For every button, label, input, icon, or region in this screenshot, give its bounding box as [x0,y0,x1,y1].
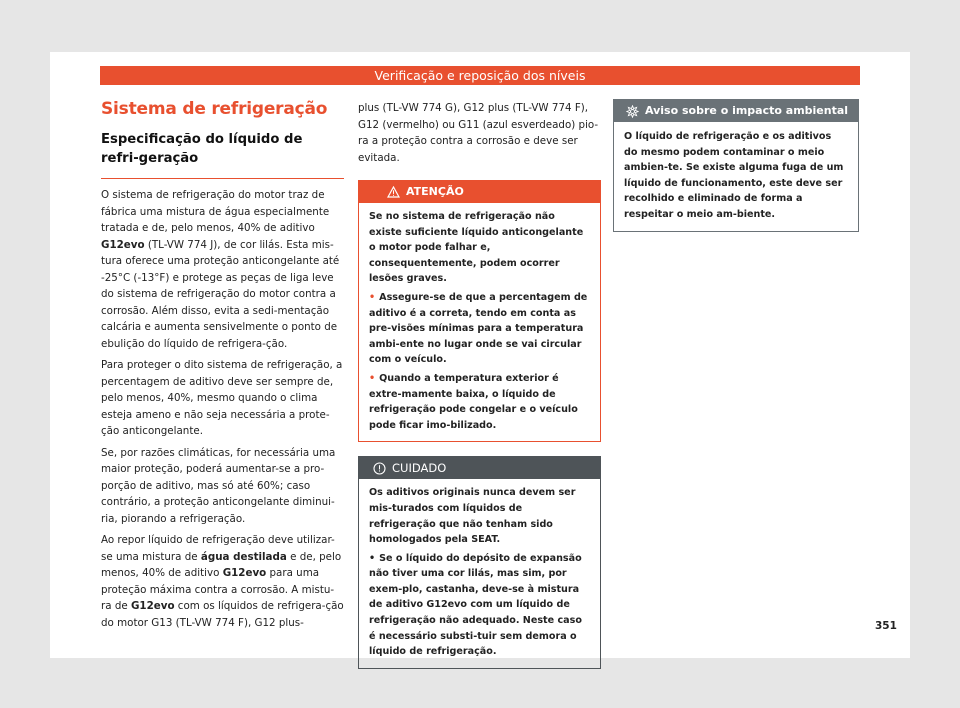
warning-bullet: • Assegure-se de que a percentagem de aditivo é a correta, tendo em conta as pre-visões mínimas para a temperatura ambi-ente no lugar onde se vai circular com o veículo. [369,290,590,368]
warning-bullet: • Quando a temperatura exterior é extre-mamente baixa, o líquido de refrigeração pode congelar e o veículo pode ficar imo-bilizado. [369,371,590,433]
sub-title: Especificação do líquido de refri-geração [101,130,344,179]
info-circle-icon [373,462,386,475]
environment-paragraph: O líquido de refrigeração e os aditivos do mesmo podem contaminar o meio ambien-te. Se existe alguma fuga de um líquido de funcionamento, este deve ser recolhido e eliminado de forma a respeitar o meio am-biente. [624,131,844,220]
caution-box [358,456,601,669]
warning-box [358,180,601,442]
paragraph-climate: Se, por razões climáticas, for necessária uma maior proteção, poderá aumentar-se a pro-porção de aditivo, mas só até 60%; caso contrário, a proteção anticongelante diminui-ria, piorando a refrigeração. [101,446,336,525]
environment-leaf-icon [626,105,639,118]
chapter-header: Verificação e reposição dos níveis [100,66,860,85]
warning-header [359,181,600,203]
caution-header [359,457,600,479]
environment-header [614,100,858,122]
caution-paragraph: Os aditivos originais nunca devem ser mis-turados com líquidos de refrigeração que não tenham sido homologados pela SEAT. [369,487,576,546]
column-left [101,98,344,636]
paragraph-protection: Para proteger o dito sistema de refrigeração, a percentagem de aditivo deve ser sempre de, pelo menos, 40%, mesmo quando o clima esteja ameno e não seja necessária a prote-ção anticongelante. [101,359,343,437]
caution-body [359,479,600,668]
page-number: 351 [875,620,897,632]
column-right [613,99,859,246]
environment-box [613,99,859,232]
warning-body [359,203,600,441]
warning-triangle-icon [387,186,400,198]
paragraph-intro: O sistema de refrigeração do motor traz de fábrica uma mistura de água especialmente tratada e de, pelo menos, 40% de aditivo G12evo (TL-VW 774 J), de cor lilás. Esta mis-tura oferece uma proteção anticongelante até -25°C (-13°F) e protege as peças de liga leve do sistema de refrigeração do motor contra a corrosão. Além disso, evita a sedi-mentação calcária e aumenta sensivelmente o ponto de ebulição do líquido de refrigera-ção. [101,189,340,350]
warning-title: ATENÇÃO [406,184,464,198]
environment-body [614,122,858,231]
paragraph-refill: Ao repor líquido de refrigeração deve utilizar-se uma mistura de água destilada e de, pelo menos, 40% de aditivo G12evo para uma proteção máxima contra a corrosão. A mistu-ra de G12evo com os líquidos de refrigera-ção do motor G13 (TL-VW 774 F), G12 plus- [101,534,344,629]
caution-bullet: • Se o líquido do depósito de expansão não tiver uma cor lilás, mas sim, por exem-plo, castanha, deve-se à mistura de aditivo G12evo com um líquido de refrigeração não adequado. Neste caso é necessário substi-tuir sem demora o líquido de refrigeração. [369,551,590,660]
caution-title: CUIDADO [392,461,447,476]
column-middle [358,100,601,683]
section-title: Sistema de refrigeração [101,99,328,119]
paragraph-continued: plus (TL-VW 774 G), G12 plus (TL-VW 774 F), G12 (vermelho) ou G11 (azul esverdeado) pio-ra a proteção contra a corrosão e deve ser evitada. [358,102,599,164]
environment-title: Aviso sobre o impacto ambiental [645,103,849,117]
warning-paragraph: Se no sistema de refrigeração não existe suficiente líquido anticongelante o motor pode falhar e, consequentemente, podem ocorrer lesões graves. [369,211,584,285]
